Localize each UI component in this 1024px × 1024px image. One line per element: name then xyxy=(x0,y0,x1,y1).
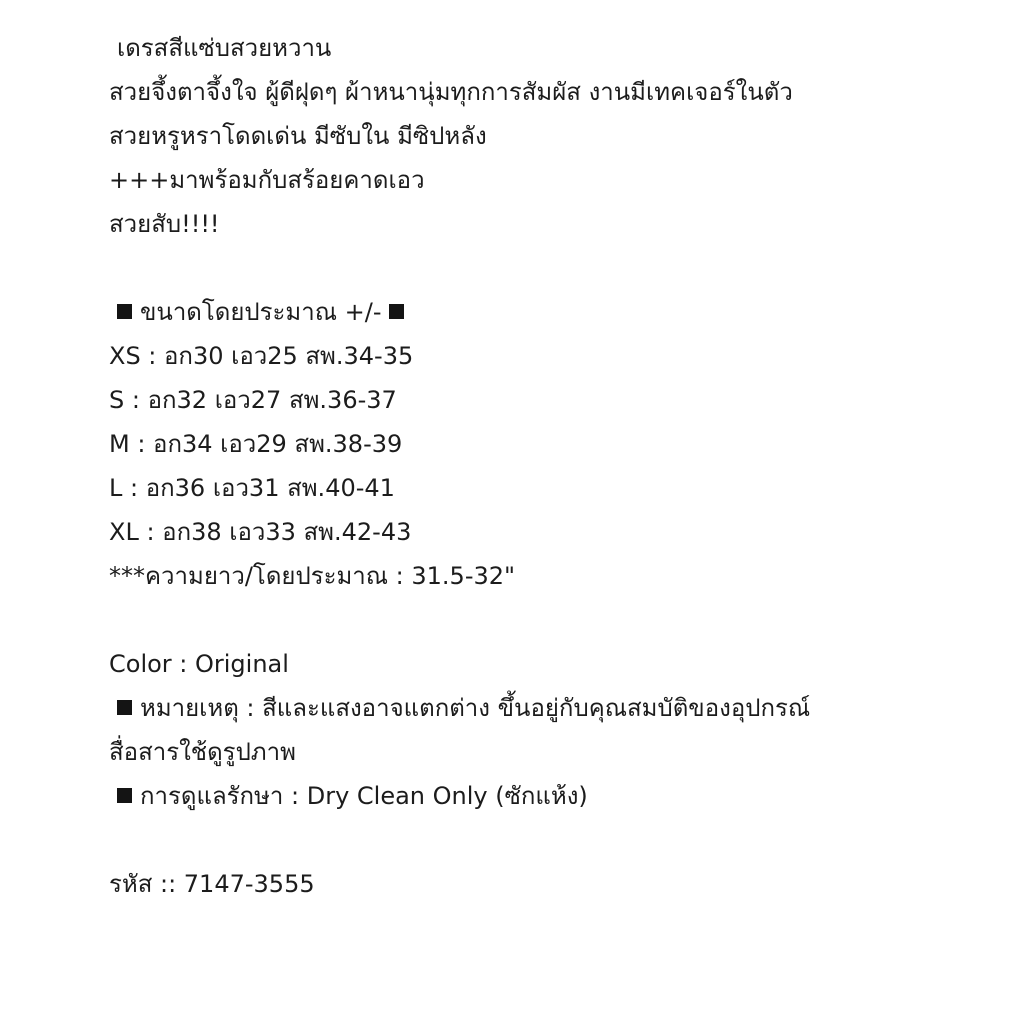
length-line: ***ความยาว/โดยประมาณ : 31.5-32" xyxy=(109,562,516,590)
black-square-icon xyxy=(117,304,132,319)
size-row: S : อก32 เอว27 สพ.36-37 xyxy=(109,386,397,414)
size-row: XL : อก38 เอว33 สพ.42-43 xyxy=(109,518,412,546)
note-line xyxy=(109,686,1009,730)
description-line: สวยหรูหราโดดเด่น มีซับใน มีซิปหลัง xyxy=(109,122,487,150)
product-title: เดรสสีแซ่บสวยหวาน xyxy=(117,34,332,62)
black-square-icon xyxy=(117,788,132,803)
spacer xyxy=(109,818,1009,862)
description-line: +++มาพร้อมกับสร้อยคาดเอว xyxy=(109,166,425,194)
spacer xyxy=(109,246,1009,290)
size-row: XS : อก30 เอว25 สพ.34-35 xyxy=(109,342,414,370)
care-text: การดูแลรักษา : Dry Clean Only (ซักแห้ง) xyxy=(140,782,588,810)
color-line: Color : Original xyxy=(109,650,289,678)
size-heading-label: ขนาดโดยประมาณ +/- xyxy=(140,298,382,326)
care-line xyxy=(109,774,1009,818)
size-heading xyxy=(109,290,1009,334)
black-square-icon xyxy=(117,700,132,715)
spacer xyxy=(109,598,1009,642)
description-line: สวยจึ้งตาจึ้งใจ ผู้ดีฝุดๆ ผ้าหนานุ่มทุกการสัมผัส งานมีเทคเจอร์ในตัว xyxy=(109,78,793,106)
black-square-icon xyxy=(389,304,404,319)
size-row: L : อก36 เอว31 สพ.40-41 xyxy=(109,474,395,502)
product-description xyxy=(109,26,1009,906)
description-line: สวยสับ!!!! xyxy=(109,210,220,238)
note-text: หมายเหตุ : สีและแสงอาจแตกต่าง ขึ้นอยู่กับคุณสมบัติของอุปกรณ์ xyxy=(140,694,811,722)
note-line-continued: สื่อสารใช้ดูรูปภาพ xyxy=(109,738,296,766)
size-row: M : อก34 เอว29 สพ.38-39 xyxy=(109,430,403,458)
product-code: รหัส :: 7147-3555 xyxy=(109,870,315,898)
